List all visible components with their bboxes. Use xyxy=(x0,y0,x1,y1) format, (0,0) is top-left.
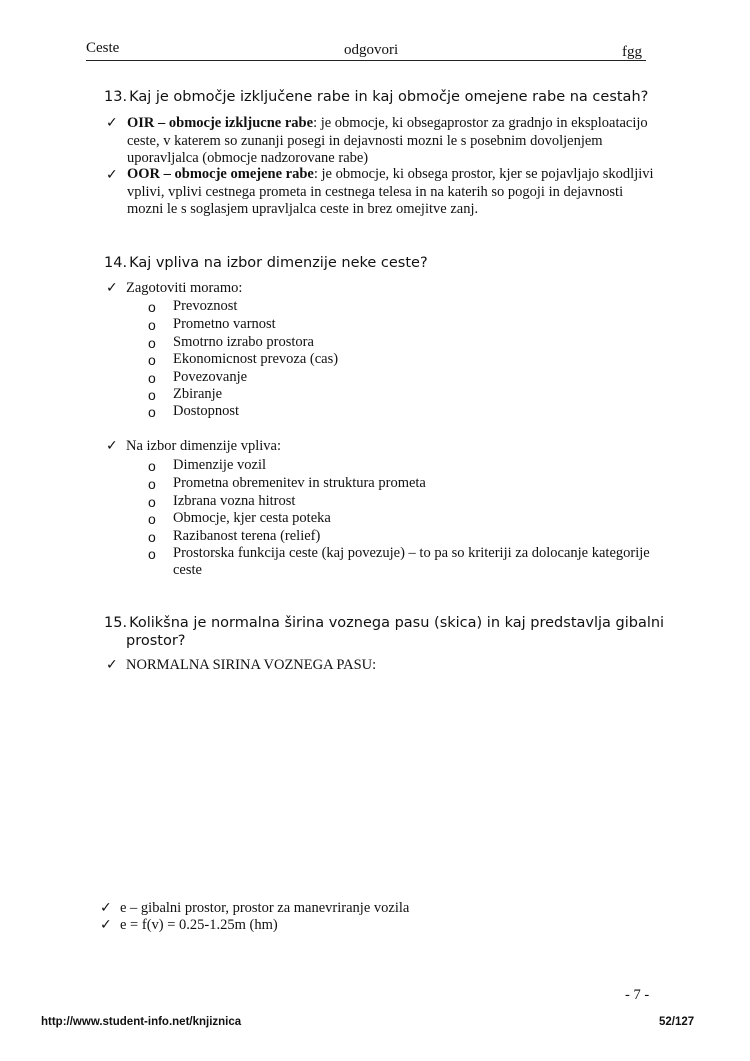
bullet-icon: o xyxy=(148,458,156,474)
bullet-icon: o xyxy=(148,476,156,492)
question-14: 14. Kaj vpliva na izbor dimenzije neke ceste? xyxy=(104,255,428,271)
bullet-icon: o xyxy=(148,335,156,351)
bullet-icon: o xyxy=(148,529,156,545)
checkmark-icon: ✓ xyxy=(106,115,118,131)
question-13: 13. Kaj je območje izključene rabe in kaj območje omejene rabe na cestah? xyxy=(104,89,649,105)
footer-page-count: 52/127 xyxy=(659,1016,695,1028)
footer-url: http://www.student-info.net/knjiznica xyxy=(41,1016,242,1028)
checkmark-icon: ✓ xyxy=(100,917,112,933)
list-item: Prometna obremenitev in struktura prometa xyxy=(173,475,426,491)
list-item-continuation: ceste xyxy=(173,562,202,578)
list-item: Ekonomicnost prevoza (cas) xyxy=(173,351,339,367)
list-item: Povezovanje xyxy=(173,369,248,385)
question-15: 15. Kolikšna je normalna širina voznega pasu (skica) in kaj predstavlja gibalni prostor? xyxy=(104,615,665,649)
page-number: - 7 - xyxy=(625,987,650,1003)
checkmark-icon: ✓ xyxy=(106,167,118,183)
bullet-icon: o xyxy=(148,317,156,333)
checkmark-icon: ✓ xyxy=(106,657,118,673)
header-right: fgg xyxy=(622,44,642,60)
list-item: Dimenzije vozil xyxy=(173,457,267,473)
bullet-icon: o xyxy=(148,299,156,315)
list-item: Zbiranje xyxy=(173,386,223,402)
checkmark-icon: ✓ xyxy=(106,280,118,296)
list-item: Obmocje, kjer cesta poteka xyxy=(173,510,331,526)
answer-oor: OOR – obmocje omejene rabe: je obmocje, ki obsega prostor, kjer se pojavljajo skodljivi vplivi, vplivi cestnega prometa in cestnega telesa in na katerih so pogoji in dejavnosti mozni le s soglasjem upravljalca ceste in brez omejitve zanj. xyxy=(127,166,654,217)
note-formula: e = f(v) = 0.25-1.25m (hm) xyxy=(120,917,278,933)
header-center: odgovori xyxy=(344,42,399,58)
bullet-icon: o xyxy=(148,352,156,368)
bullet-icon: o xyxy=(148,546,156,562)
bullet-icon: o xyxy=(148,387,156,403)
list-item: Prostorska funkcija ceste (kaj povezuje) – to pa so kriteriji za dolocanje kategorije xyxy=(173,545,650,561)
checkmark-icon: ✓ xyxy=(106,438,118,454)
q15-answer-title: NORMALNA SIRINA VOZNEGA PASU: xyxy=(126,657,377,673)
list-item: Izbrana vozna hitrost xyxy=(173,493,296,509)
header-left: Ceste xyxy=(86,40,120,56)
list-item: Dostopnost xyxy=(173,403,240,419)
bullet-icon: o xyxy=(148,511,156,527)
group2-title: Na izbor dimenzije vpliva: xyxy=(126,438,282,454)
list-item: Prometno varnost xyxy=(173,316,276,332)
group1-title: Zagotoviti moramo: xyxy=(126,280,243,296)
answer-oir: OIR – obmocje izkljucne rabe: je obmocje, ki obsegaprostor za gradnjo in eksploatacijo ceste, v katerem so zunanji posegi in dejavnosti mozni le s posebnim dovoljenjem uporavljalca (obmocje nadzorovane rabe) xyxy=(127,115,648,166)
list-item: Smotrno izrabo prostora xyxy=(173,334,314,350)
list-item: Razibanost terena (relief) xyxy=(173,528,321,544)
bullet-icon: o xyxy=(148,404,156,420)
list-item: Prevoznost xyxy=(173,298,238,314)
header-rule xyxy=(86,60,646,61)
bullet-icon: o xyxy=(148,370,156,386)
checkmark-icon: ✓ xyxy=(100,900,112,916)
note-gibalni-prostor: e – gibalni prostor, prostor za manevriranje vozila xyxy=(120,900,410,916)
bullet-icon: o xyxy=(148,494,156,510)
